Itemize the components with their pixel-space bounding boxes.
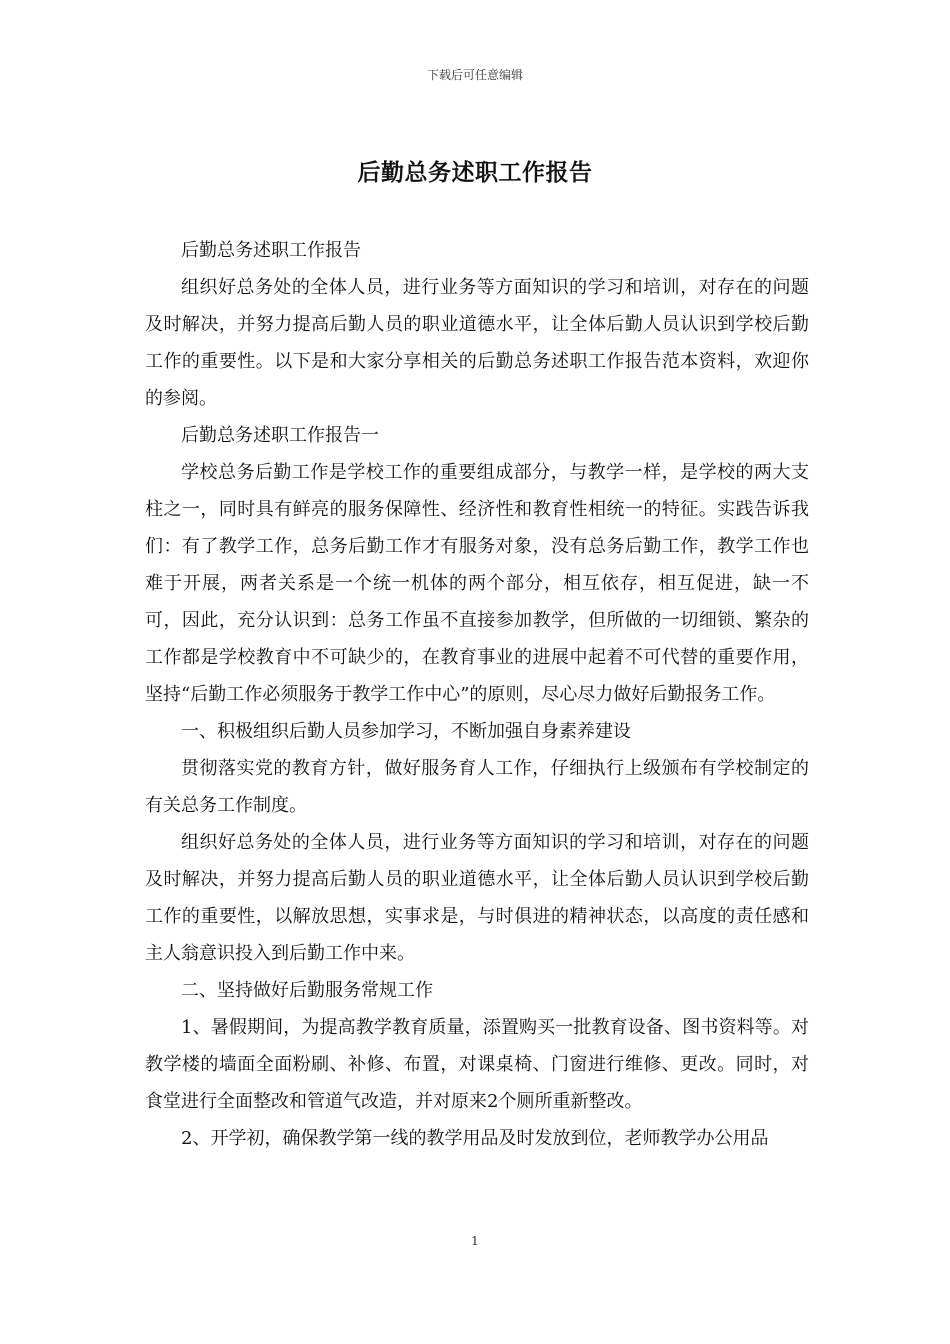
paragraph-policy: 贯彻落实党的教育方针，做好服务育人工作，仔细执行上级颁布有学校制定的有关总务工作制度。 (145, 758, 809, 816)
paragraph-report-one-heading: 后勤总务述职工作报告一 (181, 425, 379, 446)
paragraph-overview: 学校总务后勤工作是学校工作的重要组成部分，与教学一样，是学校的两大支柱之一，同时具有鲜亮的服务保障性、经济性和教育性相统一的特征。实践告诉我们：有了教学工作，总务后勤工作才有服务对象，没有总务后勤工作，教学工作也难于开展，两者关系是一个统一机体的两个部分，相互依存，相互促进，缺一不可，因此，充分认识到：总务工作虽不直接参加教学，但所做的一切细锁、繁杂的工作都是学校教育中不可缺少的，在教育事业的进展中起着不可代替的重要作用，坚持“后勤工作必须服务于教学工作中心”的原则，尽心尽力做好后勤报务工作。 (145, 462, 809, 705)
page-number: 1 (471, 1234, 479, 1248)
section-heading-2: 二、坚持做好后勤服务常规工作 (181, 980, 433, 1001)
paragraph-training: 组织好总务处的全体人员，进行业务等方面知识的学习和培训，对存在的问题及时解决，并努力提高后勤人员的职业道德水平，让全体后勤人员认识到学校后勤工作的重要性，以解放思想，实事求是，与时俱进的精神状态，以高度的责任感和主人翁意识投入到后勤工作中来。 (145, 832, 809, 964)
document-body (145, 232, 809, 1157)
paragraph-item-2: 2、开学初，确保教学第一线的教学用品及时发放到位，老师教学办公用品 (181, 1128, 769, 1149)
paragraph-heading-repeat: 后勤总务述职工作报告 (181, 240, 361, 261)
header-note: 下载后可任意编辑 (426, 68, 523, 82)
paragraph-item-1: 1、暑假期间，为提高教学教育质量，添置购买一批教育设备、图书资料等。对教学楼的墙面全面粉刷、补修、布置，对课桌椅、门窗进行维修、更改。同时，对食堂进行全面整改和管道气改造，并对原来2个厕所重新整改。 (145, 1017, 809, 1112)
document-title: 后勤总务述职工作报告 (357, 159, 593, 186)
paragraph-intro: 组织好总务处的全体人员，进行业务等方面知识的学习和培训，对存在的问题及时解决，并努力提高后勤人员的职业道德水平，让全体后勤人员认识到学校后勤工作的重要性。以下是和大家分享相关的后勤总务述职工作报告范本资料，欢迎你的参阅。 (145, 277, 809, 409)
section-heading-1: 一、积极组织后勤人员参加学习，不断加强自身素养建设 (181, 721, 631, 742)
